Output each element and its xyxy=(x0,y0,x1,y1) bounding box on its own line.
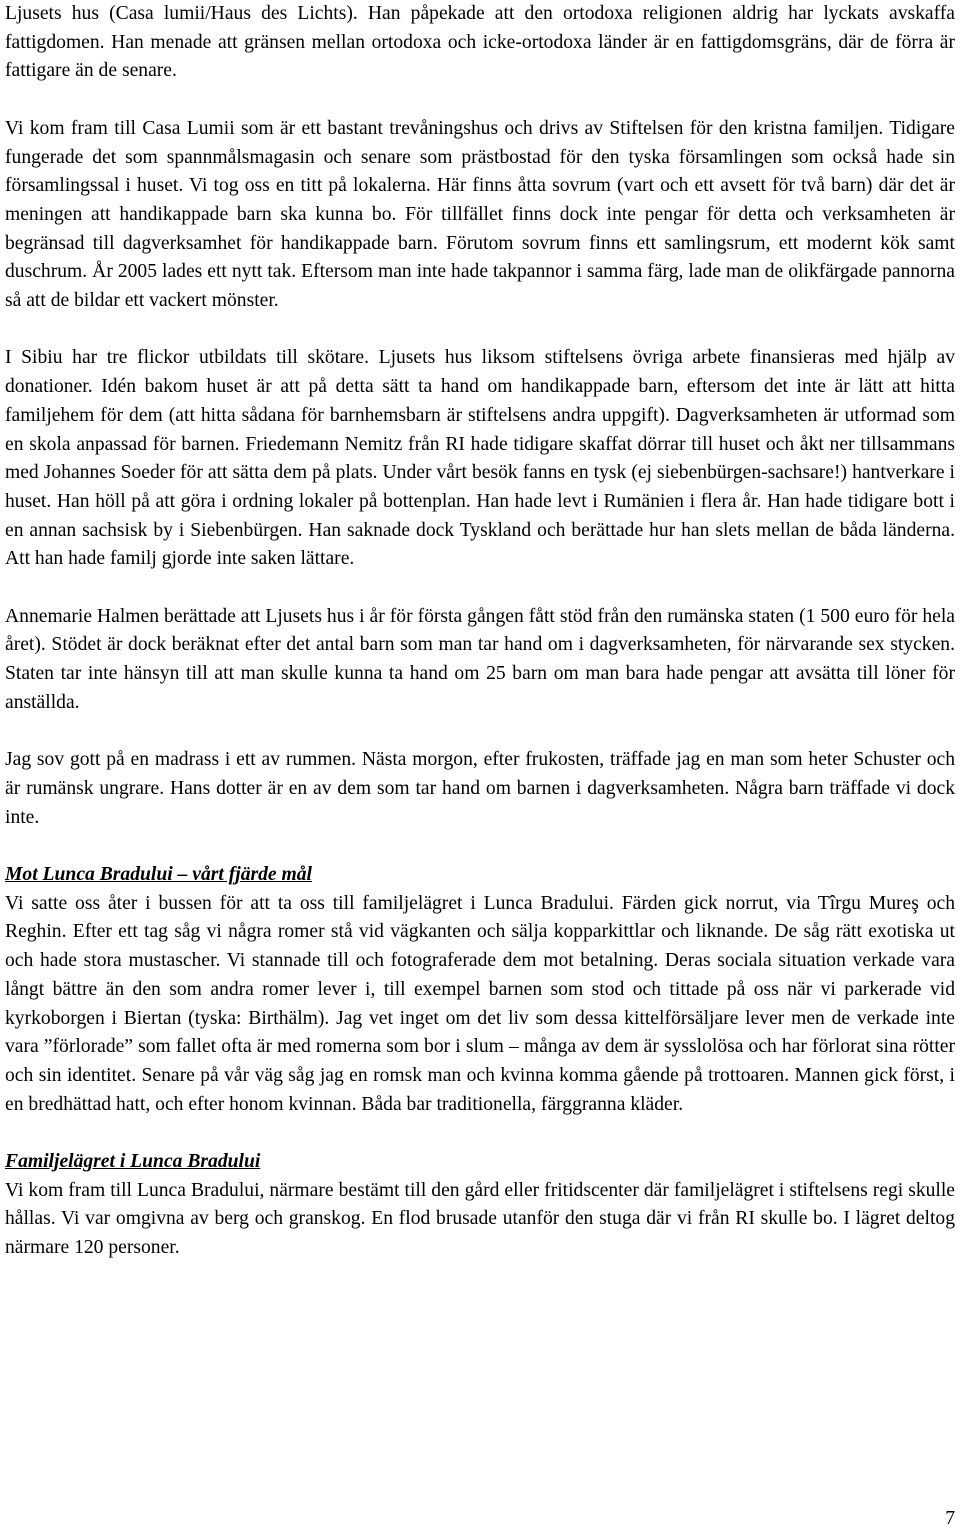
paragraph-casa-lumii-intro: Ljusets hus (Casa lumii/Haus des Lichts). Han påpekade att den ortodoxa religionen aldrig har lyckats avskaffa fattigdomen. Han menade att gränsen mellan ortodoxa och icke-ortodoxa länder är en fattigdomsgräns, där de förra är fattigare än de senare. xyxy=(5,3,955,82)
paragraph-sibiu-caretakers: I Sibiu har tre flickor utbildats till skötare. Ljusets hus liksom stiftelsens övriga arbete finansieras med hjälp av donationer. Idén bakom huset är att på detta sätt ta hand om handikappade barn, eftersom det inte är lätt att hitta familjehem för dem (att hitta sådana för barnhemsbarn är stiftelsens andra uppgift). Dagverksamheten är utformad som en skola anpassad för barnen. Friedemann Nemitz från RI hade tidigare skaffat dörrar till huset och åkt ner tillsammans med Johannes Soeder för att sätta dem på plats. Under vårt besök fanns en tysk (ej siebenbürgen-sachsare!) hantverkare i huset. Han höll på att göra i ordning lokaler på bottenplan. Han hade levt i Rumänien i flera år. Han hade tidigare bott i en annan sachsisk by i Siebenbürgen. Han saknade dock Tyskland och berättade hur han slets mellan de båda länderna. Att han hade familj gjorde inte saken lättare. xyxy=(5,347,955,570)
page-number: 7 xyxy=(945,1508,955,1529)
paragraph-morning-schuster: Jag sov gott på en madrass i ett av rummen. Nästa morgon, efter frukosten, träffade jag en man som heter Schuster och är rumänsk ungrare. Hans dotter är en av dem som tar hand om barnen i dagverksamheten. Några barn träffade vi dock inte. xyxy=(5,749,955,828)
paragraph-family-camp: Vi kom fram till Lunca Bradului, närmare bestämt till den gård eller fritidscenter där familjelägret i stiftelsens regi skulle hållas. Vi var omgivna av berg och granskog. En flod brusade utanför den stuga där vi från RI skulle bo. I lägret deltog närmare 120 personer. xyxy=(5,1179,955,1259)
section-heading-lunca-bradului-goal: Mot Lunca Bradului – vårt fjärde mål xyxy=(5,864,313,886)
document-page xyxy=(5,0,955,1263)
paragraph-state-support: Annemarie Halmen berättade att Ljusets hus i år för första gången fått stöd från den rumänska staten (1 500 euro för hela året). Stödet är dock beräknat efter det antal barn som man tar hand om i dagverksamheten, för närvarande sex stycken. Staten tar inte hänsyn till att man skulle kunna ta hand om 25 barn om man bara hade pengar att avsätta till löner för anställda. xyxy=(5,605,955,713)
paragraph-casa-lumii-building: Vi kom fram till Casa Lumii som är ett bastant trevåningshus och drivs av Stiftelsen för den kristna familjen. Tidigare fungerade det som spannmålsmagasin och senare som prästbostad för den tyska församlingen som också hade sin församlingssal i huset. Vi tog oss en titt på lokalerna. Här finns åtta sovrum (vart och ett avsett för två barn) där det är meningen att handikappade barn ska kunna bo. För tillfället finns dock inte pengar för detta och verksamheten är begränsad till dagverksamhet för handikappade barn. Förutom sovrum finns ett samlingsrum, ett modernt kök samt duschrum. År 2005 lades ett nytt tak. Eftersom man inte hade takpannor i samma färg, lade man de olikfärgade pannorna så att de bildar ett vackert mönster. xyxy=(5,117,955,312)
paragraph-journey-north: Vi satte oss åter i bussen för att ta oss till familjelägret i Lunca Bradului. Färden gick norrut, via Tîrgu Mureş och Reghin. Efter ett tag såg vi några romer stå vid vägkanten och sälja kopparkittlar och liknande. De såg rätt exotiska ut och hade stora mustascher. Vi stannade till och fotograferade dem mot betalning. Deras sociala situation verkade vara långt bättre än den som andra romer lever i, till exempel barnen som stod och tittade på oss när vi parkerade vid kyrkoborgen i Biertan (tyska: Birthälm). Jag vet inget om det liv som dessa kittelförsäljare lever men de verkade inte vara ”förlorade” som fallet ofta är med romerna som bor i slum – många av dem är sysslolösa och har förlorat sina rötter och sin identitet. Senare på vår väg såg jag en romsk man och kvinna komma gående på trottoaren. Mannen gick först, i en bredhättad hatt, och efter honom kvinnan. Båda bar traditionella, färggranna kläder. xyxy=(5,892,955,1115)
section-heading-family-camp: Familjelägret i Lunca Bradului xyxy=(5,1151,261,1173)
